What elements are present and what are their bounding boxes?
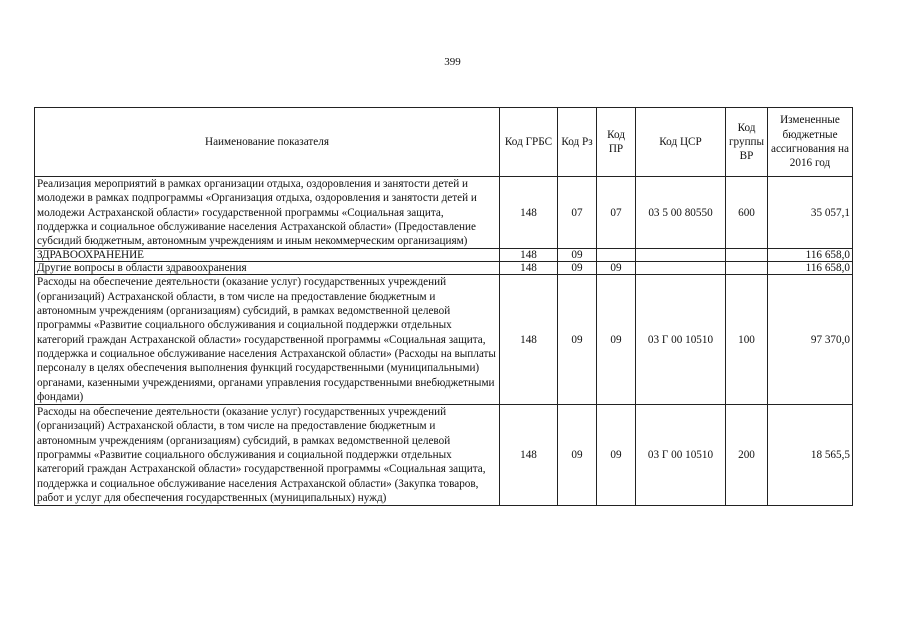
row-rz: 09: [558, 275, 597, 405]
row-amount: 18 565,5: [768, 405, 853, 506]
row-name: Расходы на обеспечение деятельности (оказание услуг) государственных учреждений (организаций) Астраханской области, в том числе на предоставление бюджетным и автономным учреждениям (организациям) субсидий, в рамках ведомственной целевой программы «Развитие социального обслуживания и социальной поддержки отдельных категорий граждан Астраханской области» государственной программы «Социальная защита, поддержка и социальное обслуживание населения Астраханской области» (Расходы на выплаты персоналу в целях обеспечения выполнения функций государственными (муниципальными) органами, казенными учреждениями, органами управления государственными внебюджетными фондами): [35, 275, 500, 405]
row-amount: 35 057,1: [768, 177, 853, 249]
budget-table: [34, 107, 853, 506]
header-grbs: Код ГРБС: [500, 108, 558, 177]
header-vr: Код группы ВР: [726, 108, 768, 177]
row-vr: 100: [726, 275, 768, 405]
row-vr: 600: [726, 177, 768, 249]
row-csr: 03 5 00 80550: [636, 177, 726, 249]
header-row: [35, 108, 853, 177]
row-rz: 09: [558, 249, 597, 262]
row-amount: 97 370,0: [768, 275, 853, 405]
row-rz: 09: [558, 405, 597, 506]
row-grbs: 148: [500, 262, 558, 275]
row-csr: [636, 249, 726, 262]
row-grbs: 148: [500, 177, 558, 249]
row-name: Расходы на обеспечение деятельности (оказание услуг) государственных учреждений (организаций) Астраханской области, в том числе на предоставление бюджетным и автономным учреждениям (организациям) субсидий, в рамках ведомственной целевой программы «Развитие социального обслуживания и социальной поддержки отдельных категорий граждан Астраханской области» государственной программы «Социальная защита, поддержка и социальное обслуживание населения Астраханской области» (Закупка товаров, работ и услуг для обеспечения государственных (муниципальных) нужд): [35, 405, 500, 506]
row-vr: [726, 249, 768, 262]
row-pr: 07: [597, 177, 636, 249]
table-row: [35, 249, 853, 262]
row-vr: [726, 262, 768, 275]
table-row: [35, 177, 853, 249]
row-csr: [636, 262, 726, 275]
row-grbs: 148: [500, 405, 558, 506]
row-pr: [597, 249, 636, 262]
row-amount: 116 658,0: [768, 262, 853, 275]
row-pr: 09: [597, 262, 636, 275]
row-csr: 03 Г 00 10510: [636, 405, 726, 506]
row-name: Реализация мероприятий в рамках организации отдыха, оздоровления и занятости детей и молодежи в рамках подпрограммы «Организация отдыха, оздоровления и занятости детей и молодежи Астраханской области» государственной программы «Социальная защита, поддержка и социальное обслуживание населения Астраханской области» (Предоставление субсидий бюджетным, автономным учреждениям и иным некоммерческим организациям): [35, 177, 500, 249]
row-vr: 200: [726, 405, 768, 506]
header-rz: Код Рз: [558, 108, 597, 177]
table-row: [35, 262, 853, 275]
table-row: [35, 275, 853, 405]
row-pr: 09: [597, 405, 636, 506]
row-grbs: 148: [500, 275, 558, 405]
row-csr: 03 Г 00 10510: [636, 275, 726, 405]
table-row: [35, 405, 853, 506]
row-rz: 07: [558, 177, 597, 249]
row-grbs: 148: [500, 249, 558, 262]
page-number: 399: [444, 56, 461, 68]
row-name: ЗДРАВООХРАНЕНИЕ: [35, 249, 500, 262]
row-pr: 09: [597, 275, 636, 405]
row-rz: 09: [558, 262, 597, 275]
row-amount: 116 658,0: [768, 249, 853, 262]
header-name: Наименование показателя: [35, 108, 500, 177]
header-amount: Измененные бюджетные ассигнования на 2016 год: [768, 108, 853, 177]
header-csr: Код ЦСР: [636, 108, 726, 177]
row-name: Другие вопросы в области здравоохранения: [35, 262, 500, 275]
header-pr: Код ПР: [597, 108, 636, 177]
